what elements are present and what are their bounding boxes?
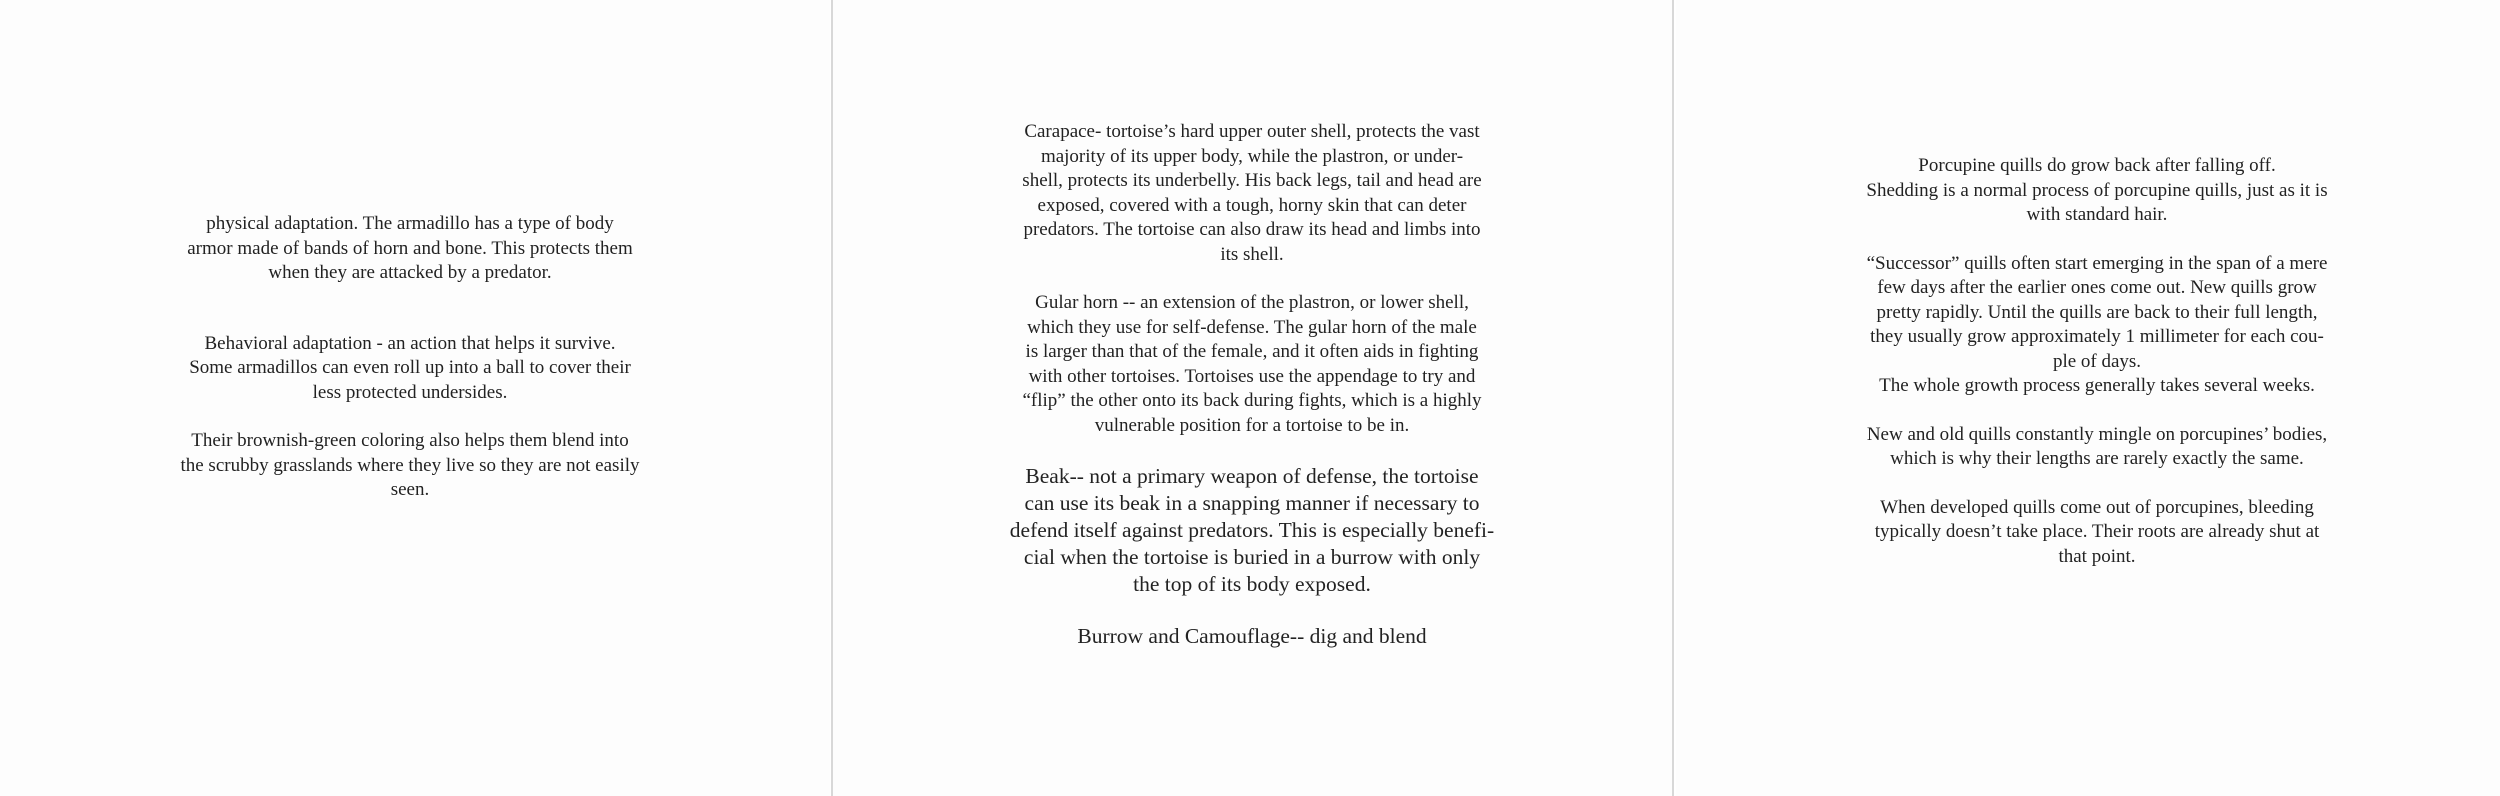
beak-paragraph: Beak-- not a primary weapon of defense, the tortoise can use its beak in a snapping manner if necessary to defend itself against predators. This is especially benefi- cial when the tortoise is buried in a burrow with only the top of its body exposed. xyxy=(1009,464,1495,596)
middle-page xyxy=(831,0,1674,796)
quills-regrow-paragraph: Porcupine quills do grow back after falling off. Shedding is a normal process of porcupine quills, just as it is with standard hair. xyxy=(1866,155,2328,225)
armadillo-text-block xyxy=(150,212,670,503)
coloring-paragraph: Their brownish-green coloring also helps them blend into the scrubby grasslands where they live so they are not easily seen. xyxy=(180,430,640,500)
behavioral-adaptation-paragraph: Behavioral adaptation - an action that helps it survive. Some armadillos can even roll up into a ball to cover their less protected undersides. xyxy=(189,332,631,403)
physical-adaptation-paragraph: physical adaptation. The armadillo has a type of body armor made of bands of horn and bone. This protects them when they are attacked by a predator. xyxy=(187,213,633,283)
bleeding-paragraph: When developed quills come out of porcupines, bleeding typically doesn’t take place. Their roots are already shut at that point. xyxy=(1874,496,2320,567)
gular-horn-paragraph: Gular horn -- an extension of the plastron, or lower shell, which they use for self-defense. The gular horn of the male is larger than that of the female, and it often aids in fighting with other tortoises. Tortoises use the appendage to try and “flip” the other onto its back during fights, which is a highly vulnerable position for a tortoise to be in. xyxy=(1022,292,1482,436)
porcupine-text-block xyxy=(1837,154,2357,569)
right-page xyxy=(1676,0,2500,796)
burrow-camouflage-paragraph: Burrow and Camouflage-- dig and blend xyxy=(1077,624,1427,648)
quill-mingle-paragraph: New and old quills constantly mingle on porcupines’ bodies, which is why their lengths are rarely exactly the same. xyxy=(1866,423,2328,469)
left-page xyxy=(0,0,830,796)
tortoise-text-block xyxy=(992,120,1512,650)
carapace-paragraph: Carapace- tortoise’s hard upper outer shell, protects the vast majority of its upper body, while the plastron, or under- shell, protects its underbelly. His back legs, tail and head are exposed, covered with a tough, horny skin that can deter predators. The tortoise can also draw its head and limbs into its shell. xyxy=(1022,121,1482,265)
successor-quills-paragraph: “Successor” quills often start emerging in the span of a mere few days after the earlier ones come out. New quills grow pretty rapidly. Until the quills are back to their full length, they usually grow approximately 1 millimeter for each cou- ple of days. The whole growth process generally takes several weeks. xyxy=(1866,252,2328,396)
